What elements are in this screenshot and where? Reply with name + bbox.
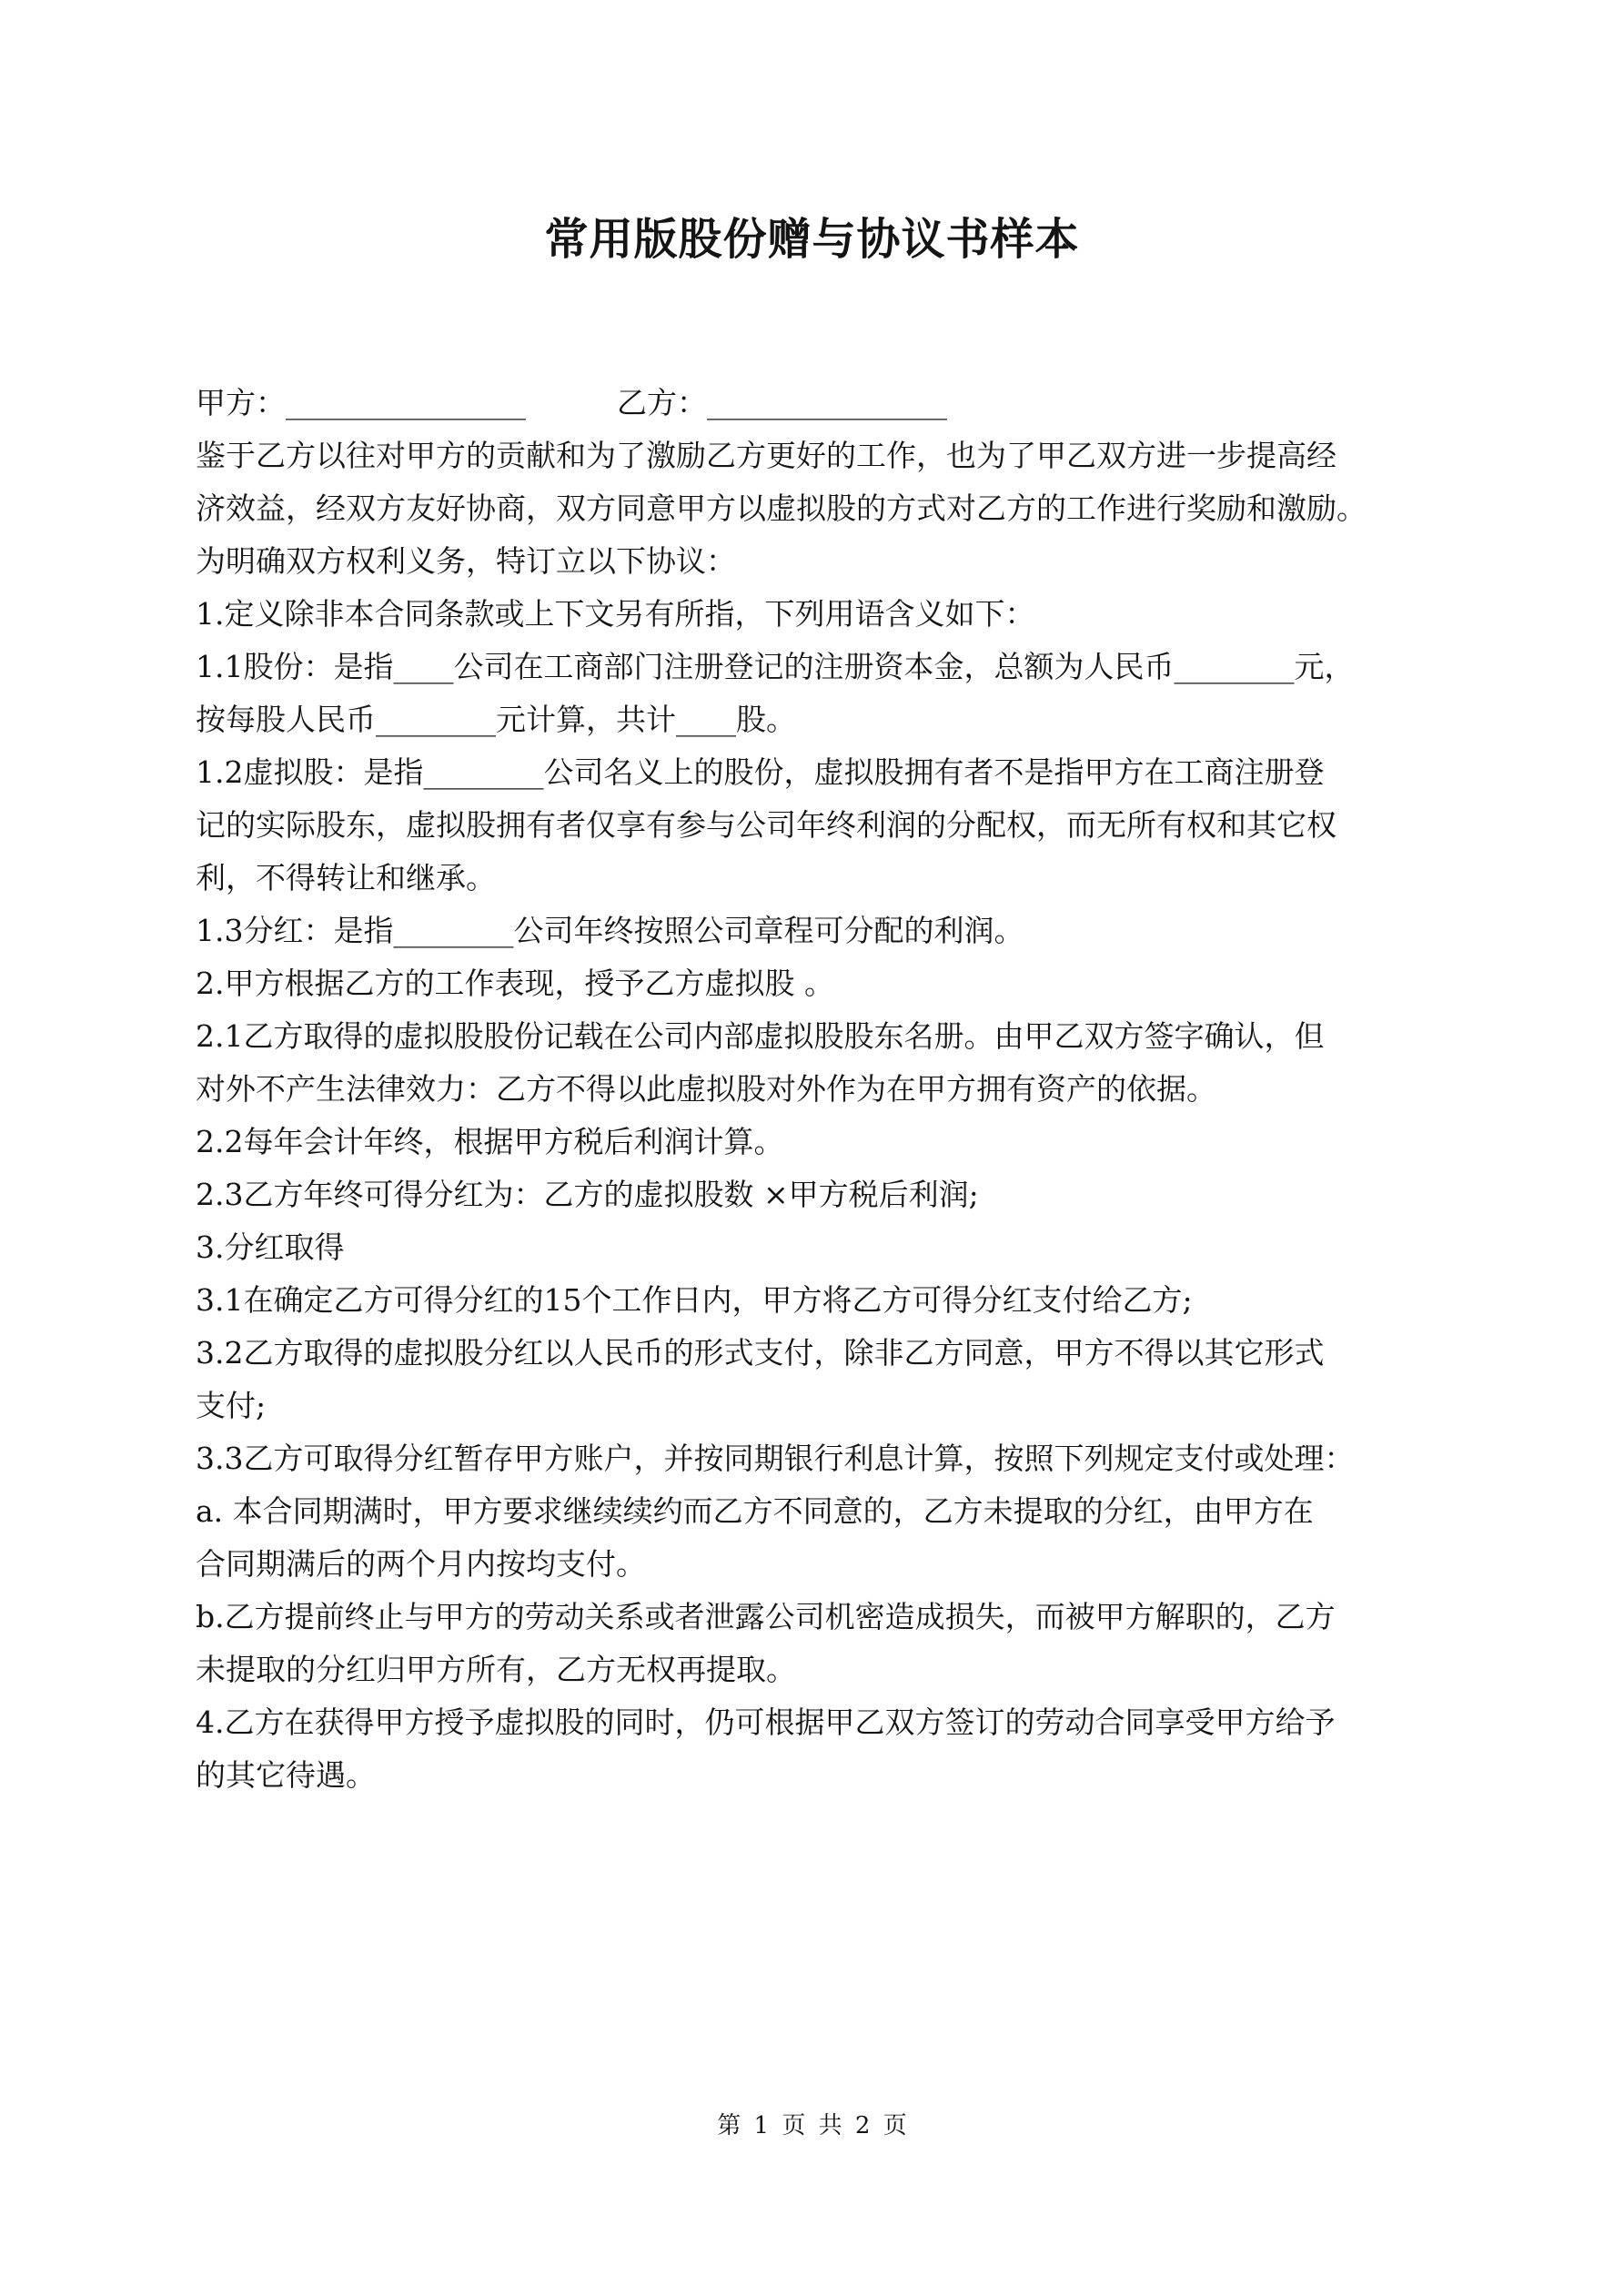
clause-line: 1.2虚拟股：是指________公司名义上的股份，虚拟股拥有者不是指甲方在工商注册登 [196,754,1325,790]
clause-line: 1.3分红：是指________公司年终按照公司章程可分配的利润。 [196,913,1024,948]
party-a-blank: ________________ [286,385,526,420]
party-b-label: 乙方： [617,385,707,420]
clause-line: 支付; [196,1388,267,1423]
clause-line: 3.2乙方取得的虚拟股分红以人民币的形式支付，除非乙方同意，甲方不得以其它形式 [196,1335,1325,1371]
party-b-blank: ________________ [707,385,947,420]
paragraph-line: 鉴于乙方以往对甲方的贡献和为了激励乙方更好的工作，也为了甲乙双方进一步提高经 [196,438,1337,473]
clause-line: 4.乙方在获得甲方授予虚拟股的同时，仍可根据甲乙双方签订的劳动合同享受甲方给予 [196,1704,1336,1740]
clause-line: 1.1股份：是指____公司在工商部门注册登记的注册资本金，总额为人民币________元， [196,649,1355,684]
clause-line: 的其它待遇。 [196,1757,376,1793]
clause-line: a. 本合同期满时，甲方要求继续续约而乙方不同意的，乙方未提取的分红，由甲方在 [196,1493,1314,1529]
clause-line: 2.3乙方年终可得分红为：乙方的虚拟股数 ×甲方税后利润; [196,1177,979,1212]
document-title: 常用版股份赠与协议书样本 [544,214,1080,265]
party-a-label: 甲方： [196,385,286,420]
clause-line: 合同期满后的两个月内按均支付。 [196,1546,646,1582]
page-footer: 第 1 页 共 2 页 [717,2112,907,2139]
document-body [196,377,1447,1802]
clause-line: 2.甲方根据乙方的工作表现，授予乙方虚拟股 。 [196,966,834,1001]
clause-line: 2.2每年会计年终，根据甲方税后利润计算。 [196,1124,784,1159]
clause-line: 3.1在确定乙方可得分红的15个工作日内，甲方将乙方可得分红支付给乙方; [196,1282,1193,1318]
party-b-field [617,377,947,430]
clause-line: 3.3乙方可取得分红暂存甲方账户，并按同期银行利息计算，按照下列规定支付或处理： [196,1441,1355,1476]
clause-line: 利，不得转让和继承。 [196,860,496,895]
paragraph-line: 济效益，经双方友好协商，双方同意甲方以虚拟股的方式对乙方的工作进行奖励和激励。 [196,491,1367,526]
clause-line: 对外不产生法律效力：乙方不得以此虚拟股对外作为在甲方拥有资产的依据。 [196,1071,1216,1107]
party-row [196,377,1447,430]
clause-line: b.乙方提前终止与甲方的劳动关系或者泄露公司机密造成损失，而被甲方解职的，乙方 [196,1599,1336,1634]
clause-line: 3.分红取得 [196,1229,345,1265]
clause-line: 2.1乙方取得的虚拟股股份记载在公司内部虚拟股股东名册。由甲乙双方签字确认，但 [196,1018,1325,1054]
party-a-field [196,377,526,430]
clause-line: 未提取的分红归甲方所有，乙方无权再提取。 [196,1652,796,1687]
clause-line: 记的实际股东，虚拟股拥有者仅享有参与公司年终利润的分配权，而无所有权和其它权 [196,807,1337,843]
paragraph-line: 为明确双方权利义务，特订立以下协议： [196,543,736,579]
clause-line: 按每股人民币________元计算，共计____股。 [196,702,796,737]
clause-line: 1.定义除非本合同条款或上下文另有所指，下列用语含义如下： [196,596,1035,632]
